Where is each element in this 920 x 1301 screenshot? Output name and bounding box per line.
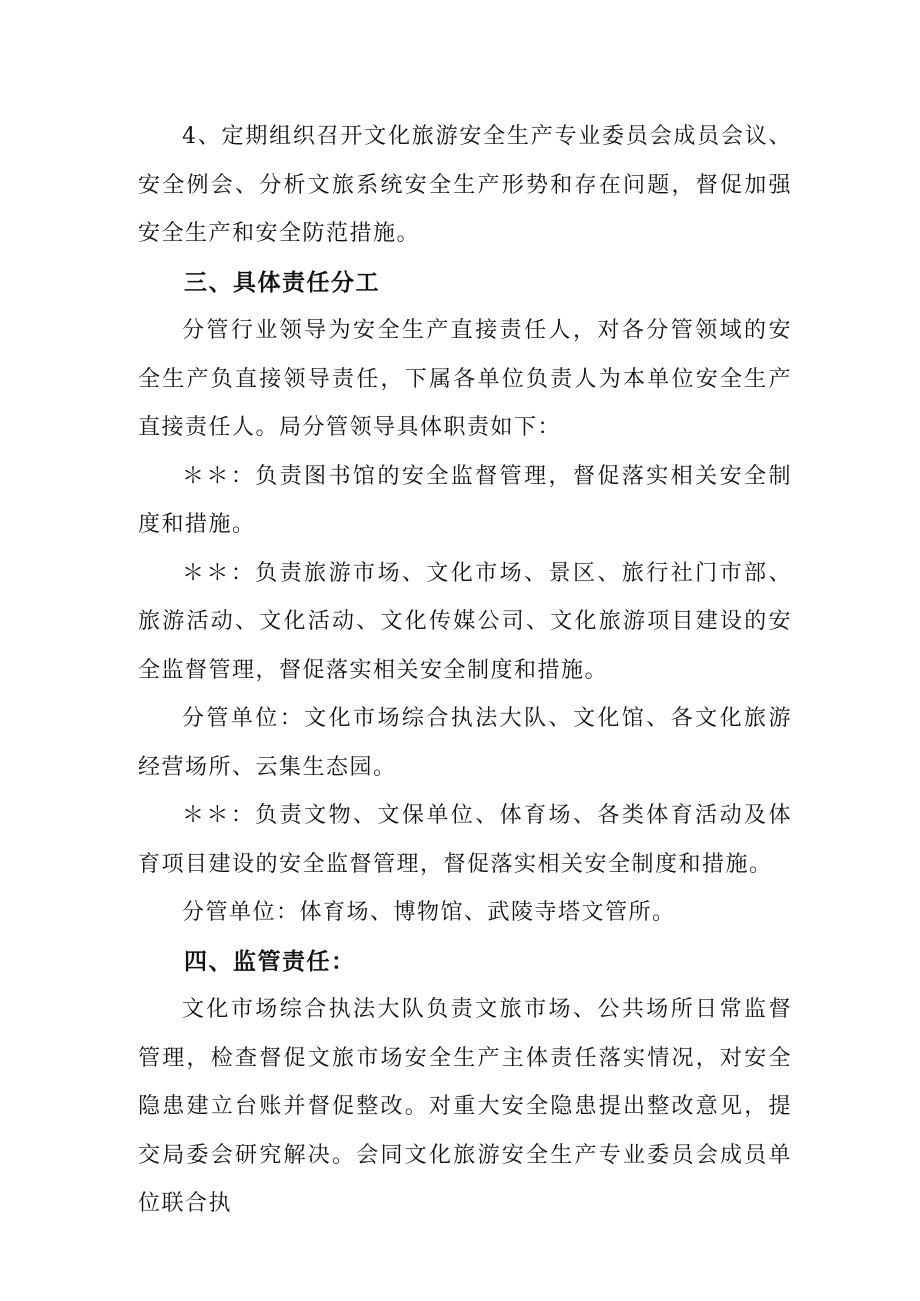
paragraph-item-4: 4、定期组织召开文化旅游安全生产专业委员会成员会议、安全例会、分析文旅系统安全生产形势和存在问题，督促加强安全生产和安全防范措施。 <box>138 124 792 246</box>
paragraph-heritage-units: 分管单位：体育场、博物馆、武陵寺塔文管所。 <box>182 900 676 925</box>
paragraph-library-duty: ＊＊：负责图书馆的安全监督管理，督促落实相关安全制度和措施。 <box>138 463 792 537</box>
section-heading-3: 三、具体责任分工 <box>184 269 380 296</box>
paragraph-responsibility-intro: 分管行业领导为安全生产直接责任人，对各分管领域的安全生产负直接领导责任，下属各单位负责人为本单位安全生产直接责任人。局分管领导具体职责如下： <box>138 318 792 440</box>
paragraph-tourism-duty: ＊＊：负责旅游市场、文化市场、景区、旅行社门市部、旅游活动、文化活动、文化传媒公司、文化旅游项目建设的安全监督管理，督促落实相关安全制度和措施。 <box>138 560 792 683</box>
paragraph-tourism-units: 分管单位：文化市场综合执法大队、文化馆、各文化旅游经营场所、云集生态园。 <box>138 706 792 780</box>
document-page <box>138 113 792 1229</box>
section-heading-4: 四、监管责任： <box>184 948 356 975</box>
paragraph-heritage-duty: ＊＊：负责文物、文保单位、体育场、各类体育活动及体育项目建设的安全监督管理，督促落实相关安全制度和措施。 <box>138 803 792 877</box>
paragraph-supervision: 文化市场综合执法大队负责文旅市场、公共场所日常监督管理，检查督促文旅市场安全生产主体责任落实情况，对安全隐患建立台账并督促整改。对重大安全隐患提出整改意见，提交局委会研究解决。会同文化旅游安全生产专业委员会成员单位联合执 <box>138 997 792 1216</box>
